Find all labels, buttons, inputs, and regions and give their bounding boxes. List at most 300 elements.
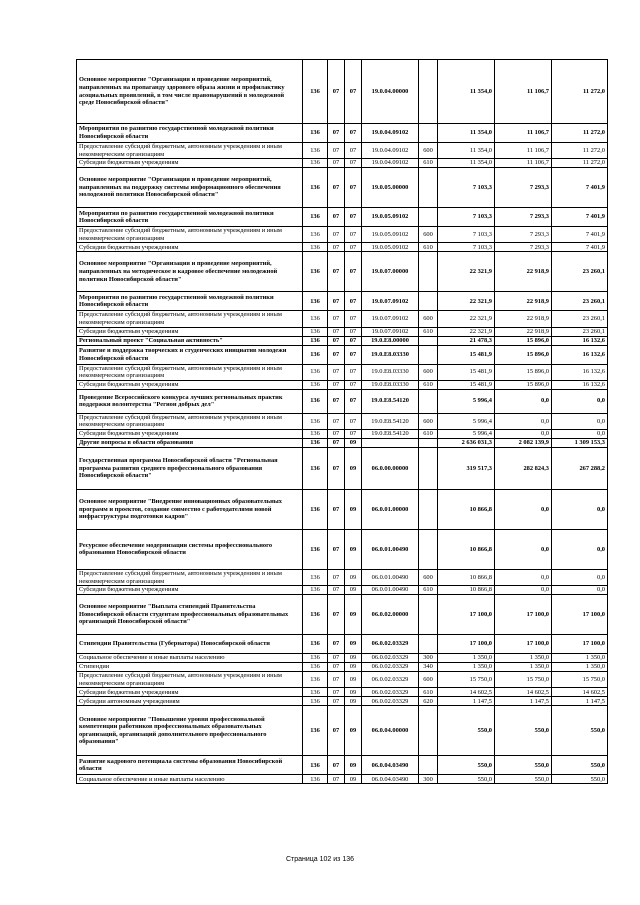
row-amount-2021: 550,0 bbox=[495, 775, 552, 784]
row-amount-2022: 0,0 bbox=[552, 413, 608, 429]
row-amount-2022: 14 602,5 bbox=[552, 688, 608, 697]
row-grbs: 136 bbox=[303, 447, 328, 489]
row-amount-2022: 7 401,9 bbox=[552, 243, 608, 252]
table-row bbox=[77, 413, 608, 429]
table-row bbox=[77, 252, 608, 292]
table-row bbox=[77, 654, 608, 663]
row-name: Субсидии бюджетным учреждениям bbox=[77, 327, 303, 336]
row-grbs: 136 bbox=[303, 635, 328, 654]
row-amount-2020: 7 103,3 bbox=[438, 243, 495, 252]
row-amount-2021: 22 918,9 bbox=[495, 327, 552, 336]
row-amount-2021: 550,0 bbox=[495, 706, 552, 756]
table-row bbox=[77, 447, 608, 489]
table-row bbox=[77, 586, 608, 595]
table-row bbox=[77, 292, 608, 311]
row-vr bbox=[419, 438, 438, 447]
row-amount-2022: 267 288,2 bbox=[552, 447, 608, 489]
row-grbs: 136 bbox=[303, 663, 328, 672]
row-grbs: 136 bbox=[303, 489, 328, 529]
row-vr bbox=[419, 60, 438, 124]
row-amount-2020: 550,0 bbox=[438, 775, 495, 784]
table-row bbox=[77, 756, 608, 775]
row-amount-2021: 0,0 bbox=[495, 413, 552, 429]
row-grbs: 136 bbox=[303, 124, 328, 143]
row-grbs: 136 bbox=[303, 389, 328, 413]
table-row bbox=[77, 208, 608, 227]
row-amount-2021: 11 106,7 bbox=[495, 143, 552, 159]
row-amount-2022: 0,0 bbox=[552, 429, 608, 438]
row-name: Основное мероприятие "Организация и проведение мероприятий, направленных на пропаганду здорового образа жизни и профилактику асоциальных проявлений, в том числе правонарушений в молодежной среде Новосибирской области" bbox=[77, 60, 303, 124]
row-vr: 610 bbox=[419, 243, 438, 252]
row-vr: 610 bbox=[419, 380, 438, 389]
row-grbs: 136 bbox=[303, 243, 328, 252]
row-rz: 07 bbox=[328, 364, 345, 380]
row-amount-2020: 1 147,5 bbox=[438, 697, 495, 706]
table-row bbox=[77, 124, 608, 143]
table-row bbox=[77, 168, 608, 208]
row-name: Предоставление субсидий бюджетным, автономным учреждениям и иным некоммерческим организациям bbox=[77, 227, 303, 243]
row-csr: 19.0.E8.03330 bbox=[362, 364, 419, 380]
table-row bbox=[77, 595, 608, 635]
table-row bbox=[77, 364, 608, 380]
row-rz: 07 bbox=[328, 143, 345, 159]
row-name: Основное мероприятие "Организация и проведение мероприятий, направленных на поддержку системы информационного обеспечения молодежной политики Новосибирской области" bbox=[77, 168, 303, 208]
row-vr: 620 bbox=[419, 697, 438, 706]
row-vr: 600 bbox=[419, 672, 438, 688]
row-amount-2022: 1 350,0 bbox=[552, 654, 608, 663]
row-amount-2021: 17 100,0 bbox=[495, 635, 552, 654]
row-amount-2020: 550,0 bbox=[438, 706, 495, 756]
row-amount-2020: 17 100,0 bbox=[438, 595, 495, 635]
row-amount-2021: 17 100,0 bbox=[495, 595, 552, 635]
row-amount-2022: 7 401,9 bbox=[552, 208, 608, 227]
row-csr: 19.0.07.09102 bbox=[362, 292, 419, 311]
row-vr bbox=[419, 252, 438, 292]
row-amount-2022: 16 132,6 bbox=[552, 380, 608, 389]
row-rz: 07 bbox=[328, 413, 345, 429]
row-amount-2020: 15 481,9 bbox=[438, 345, 495, 364]
row-grbs: 136 bbox=[303, 208, 328, 227]
row-grbs: 136 bbox=[303, 336, 328, 345]
row-amount-2022: 1 309 153,3 bbox=[552, 438, 608, 447]
row-grbs: 136 bbox=[303, 429, 328, 438]
row-amount-2022: 7 401,9 bbox=[552, 168, 608, 208]
row-pr: 07 bbox=[345, 389, 362, 413]
row-rz: 07 bbox=[328, 380, 345, 389]
row-amount-2020: 550,0 bbox=[438, 756, 495, 775]
row-amount-2020: 10 866,8 bbox=[438, 489, 495, 529]
row-csr: 06.0.02.03329 bbox=[362, 672, 419, 688]
row-pr: 09 bbox=[345, 489, 362, 529]
row-csr: 19.0.05.09102 bbox=[362, 208, 419, 227]
row-grbs: 136 bbox=[303, 595, 328, 635]
row-name: Субсидии бюджетным учреждениям bbox=[77, 380, 303, 389]
row-vr bbox=[419, 168, 438, 208]
row-grbs: 136 bbox=[303, 159, 328, 168]
row-amount-2021: 550,0 bbox=[495, 756, 552, 775]
row-csr: 19.0.05.09102 bbox=[362, 243, 419, 252]
row-amount-2021: 15 896,0 bbox=[495, 380, 552, 389]
row-amount-2022: 11 272,0 bbox=[552, 60, 608, 124]
row-grbs: 136 bbox=[303, 60, 328, 124]
row-rz: 07 bbox=[328, 663, 345, 672]
row-amount-2020: 5 996,4 bbox=[438, 429, 495, 438]
row-amount-2021: 11 106,7 bbox=[495, 60, 552, 124]
row-amount-2020: 11 354,0 bbox=[438, 124, 495, 143]
row-vr: 300 bbox=[419, 654, 438, 663]
row-pr: 07 bbox=[345, 413, 362, 429]
row-vr bbox=[419, 706, 438, 756]
row-pr: 09 bbox=[345, 654, 362, 663]
row-amount-2020: 7 103,3 bbox=[438, 168, 495, 208]
row-vr bbox=[419, 595, 438, 635]
row-vr: 610 bbox=[419, 586, 438, 595]
row-name: Субсидии бюджетным учреждениям bbox=[77, 159, 303, 168]
row-csr: 19.0.04.09102 bbox=[362, 124, 419, 143]
row-rz: 07 bbox=[328, 327, 345, 336]
row-amount-2021: 7 293,3 bbox=[495, 227, 552, 243]
table-row bbox=[77, 569, 608, 585]
row-name: Основное мероприятие "Внедрение инновационных образовательных программ и проектов, создание совместно с работодателями новой инфраструктуры подготовки кадров" bbox=[77, 489, 303, 529]
row-csr: 19.0.04.09102 bbox=[362, 159, 419, 168]
row-grbs: 136 bbox=[303, 168, 328, 208]
row-csr: 19.0.E8.54120 bbox=[362, 413, 419, 429]
row-amount-2020: 1 350,0 bbox=[438, 663, 495, 672]
row-pr: 07 bbox=[345, 311, 362, 327]
row-amount-2020: 22 321,9 bbox=[438, 292, 495, 311]
row-rz: 07 bbox=[328, 168, 345, 208]
row-grbs: 136 bbox=[303, 586, 328, 595]
row-grbs: 136 bbox=[303, 688, 328, 697]
row-pr: 09 bbox=[345, 447, 362, 489]
row-csr: 06.0.02.03329 bbox=[362, 663, 419, 672]
row-name: Предоставление субсидий бюджетным, автономным учреждениям и иным некоммерческим организациям bbox=[77, 413, 303, 429]
row-rz: 07 bbox=[328, 756, 345, 775]
row-pr: 09 bbox=[345, 529, 362, 569]
row-vr bbox=[419, 336, 438, 345]
row-csr: 19.0.E8.54120 bbox=[362, 429, 419, 438]
table-row bbox=[77, 60, 608, 124]
row-amount-2022: 16 132,6 bbox=[552, 364, 608, 380]
table-row bbox=[77, 159, 608, 168]
row-csr: 06.0.00.00000 bbox=[362, 447, 419, 489]
row-name: Предоставление субсидий бюджетным, автономным учреждениям и иным некоммерческим организациям bbox=[77, 143, 303, 159]
row-csr: 19.0.05.09102 bbox=[362, 227, 419, 243]
row-vr: 600 bbox=[419, 413, 438, 429]
table-row bbox=[77, 389, 608, 413]
row-amount-2021: 15 896,0 bbox=[495, 345, 552, 364]
row-rz: 07 bbox=[328, 438, 345, 447]
row-name: Субсидии бюджетным учреждениям bbox=[77, 429, 303, 438]
row-csr: 06.0.01.00000 bbox=[362, 489, 419, 529]
row-amount-2022: 11 272,0 bbox=[552, 143, 608, 159]
row-pr: 09 bbox=[345, 663, 362, 672]
row-pr: 07 bbox=[345, 124, 362, 143]
row-rz: 07 bbox=[328, 672, 345, 688]
row-amount-2021: 2 082 139,9 bbox=[495, 438, 552, 447]
row-vr: 610 bbox=[419, 429, 438, 438]
row-pr: 07 bbox=[345, 292, 362, 311]
row-amount-2022: 0,0 bbox=[552, 586, 608, 595]
row-grbs: 136 bbox=[303, 327, 328, 336]
row-vr bbox=[419, 389, 438, 413]
row-amount-2020: 5 996,4 bbox=[438, 389, 495, 413]
row-rz: 07 bbox=[328, 529, 345, 569]
row-amount-2021: 11 106,7 bbox=[495, 159, 552, 168]
row-pr: 07 bbox=[345, 364, 362, 380]
row-csr: 19.0.E8.03330 bbox=[362, 380, 419, 389]
row-amount-2022: 0,0 bbox=[552, 529, 608, 569]
budget-table bbox=[76, 59, 608, 784]
row-name: Мероприятия по развитию государственной молодежной политики Новосибирской области bbox=[77, 208, 303, 227]
table-row bbox=[77, 345, 608, 364]
row-name: Развитие кадрового потенциала системы образования Новосибирской области bbox=[77, 756, 303, 775]
row-pr: 09 bbox=[345, 756, 362, 775]
row-amount-2021: 11 106,7 bbox=[495, 124, 552, 143]
row-name: Социальное обеспечение и иные выплаты населению bbox=[77, 654, 303, 663]
row-grbs: 136 bbox=[303, 345, 328, 364]
row-pr: 07 bbox=[345, 243, 362, 252]
row-amount-2021: 0,0 bbox=[495, 569, 552, 585]
row-vr: 600 bbox=[419, 311, 438, 327]
row-csr: 06.0.04.00000 bbox=[362, 706, 419, 756]
row-vr bbox=[419, 489, 438, 529]
row-rz: 07 bbox=[328, 227, 345, 243]
row-csr: 19.0.07.09102 bbox=[362, 311, 419, 327]
row-pr: 07 bbox=[345, 208, 362, 227]
row-name: Государственная программа Новосибирской области "Региональная программа развития среднего профессионального образования Новосибирской области" bbox=[77, 447, 303, 489]
row-csr: 19.0.04.09102 bbox=[362, 143, 419, 159]
row-amount-2020: 22 321,9 bbox=[438, 252, 495, 292]
row-vr: 600 bbox=[419, 364, 438, 380]
row-amount-2021: 14 602,5 bbox=[495, 688, 552, 697]
row-rz: 07 bbox=[328, 159, 345, 168]
row-pr: 07 bbox=[345, 327, 362, 336]
row-pr: 09 bbox=[345, 697, 362, 706]
row-rz: 07 bbox=[328, 595, 345, 635]
row-pr: 09 bbox=[345, 438, 362, 447]
row-name: Другие вопросы в области образования bbox=[77, 438, 303, 447]
row-pr: 07 bbox=[345, 60, 362, 124]
row-amount-2020: 7 103,3 bbox=[438, 208, 495, 227]
row-amount-2021: 15 896,0 bbox=[495, 364, 552, 380]
row-name: Основное мероприятие "Выплата стипендий Правительства Новосибирской области студентам профессиональных образовательных организаций Новосибирской области" bbox=[77, 595, 303, 635]
row-csr: 19.0.05.00000 bbox=[362, 168, 419, 208]
row-name: Субсидии бюджетным учреждениям bbox=[77, 688, 303, 697]
row-rz: 07 bbox=[328, 429, 345, 438]
row-csr: 06.0.02.03329 bbox=[362, 688, 419, 697]
row-csr: 06.0.02.03329 bbox=[362, 635, 419, 654]
row-name: Основное мероприятие "Повышение уровня профессиональной компетенции работников профессиональных образовательных организаций, организаций дополнительного профессионального образования" bbox=[77, 706, 303, 756]
row-pr: 09 bbox=[345, 688, 362, 697]
row-csr: 19.0.07.00000 bbox=[362, 252, 419, 292]
row-name: Основное мероприятие "Организация и проведение мероприятий, направленных на методическое и кадровое обеспечение молодежной политики Новосибирской области" bbox=[77, 252, 303, 292]
row-amount-2021: 1 147,5 bbox=[495, 697, 552, 706]
row-vr: 610 bbox=[419, 159, 438, 168]
table-row bbox=[77, 688, 608, 697]
row-amount-2021: 282 824,3 bbox=[495, 447, 552, 489]
table-row bbox=[77, 663, 608, 672]
row-amount-2021: 22 918,9 bbox=[495, 252, 552, 292]
row-csr: 06.0.04.03490 bbox=[362, 756, 419, 775]
row-amount-2021: 15 750,0 bbox=[495, 672, 552, 688]
table-row bbox=[77, 429, 608, 438]
row-name: Мероприятия по развитию государственной молодежной политики Новосибирской области bbox=[77, 124, 303, 143]
row-amount-2020: 21 478,3 bbox=[438, 336, 495, 345]
row-grbs: 136 bbox=[303, 529, 328, 569]
row-grbs: 136 bbox=[303, 364, 328, 380]
row-amount-2022: 16 132,6 bbox=[552, 345, 608, 364]
row-amount-2021: 0,0 bbox=[495, 429, 552, 438]
row-vr: 610 bbox=[419, 327, 438, 336]
row-pr: 07 bbox=[345, 380, 362, 389]
row-amount-2022: 0,0 bbox=[552, 569, 608, 585]
row-rz: 07 bbox=[328, 586, 345, 595]
row-grbs: 136 bbox=[303, 569, 328, 585]
row-vr bbox=[419, 756, 438, 775]
row-vr: 600 bbox=[419, 227, 438, 243]
row-amount-2021: 0,0 bbox=[495, 586, 552, 595]
row-csr: 19.0.E8.54120 bbox=[362, 389, 419, 413]
row-amount-2022: 17 100,0 bbox=[552, 635, 608, 654]
row-amount-2020: 11 354,0 bbox=[438, 143, 495, 159]
row-amount-2022: 11 272,0 bbox=[552, 124, 608, 143]
row-grbs: 136 bbox=[303, 706, 328, 756]
row-amount-2021: 7 293,3 bbox=[495, 243, 552, 252]
row-amount-2020: 10 866,8 bbox=[438, 529, 495, 569]
row-rz: 07 bbox=[328, 489, 345, 529]
row-pr: 09 bbox=[345, 635, 362, 654]
row-name: Субсидии бюджетным учреждениям bbox=[77, 586, 303, 595]
row-rz: 07 bbox=[328, 292, 345, 311]
row-amount-2022: 550,0 bbox=[552, 756, 608, 775]
row-csr: 06.0.01.00490 bbox=[362, 569, 419, 585]
row-pr: 09 bbox=[345, 586, 362, 595]
row-pr: 07 bbox=[345, 345, 362, 364]
row-grbs: 136 bbox=[303, 672, 328, 688]
row-grbs: 136 bbox=[303, 252, 328, 292]
row-rz: 07 bbox=[328, 311, 345, 327]
table-row bbox=[77, 336, 608, 345]
row-amount-2020: 22 321,9 bbox=[438, 311, 495, 327]
row-amount-2021: 7 293,3 bbox=[495, 168, 552, 208]
table-row bbox=[77, 243, 608, 252]
row-vr: 300 bbox=[419, 775, 438, 784]
row-vr bbox=[419, 529, 438, 569]
table-row bbox=[77, 438, 608, 447]
row-pr: 09 bbox=[345, 569, 362, 585]
row-name: Проведение Всероссийского конкурса лучших региональных практик поддержки волонтерства "Регион добрых дел" bbox=[77, 389, 303, 413]
row-csr: 19.0.E8.03330 bbox=[362, 345, 419, 364]
row-pr: 07 bbox=[345, 168, 362, 208]
row-rz: 07 bbox=[328, 706, 345, 756]
table-row bbox=[77, 327, 608, 336]
row-rz: 07 bbox=[328, 243, 345, 252]
row-name: Субсидии бюджетным учреждениям bbox=[77, 243, 303, 252]
row-amount-2020: 15 750,0 bbox=[438, 672, 495, 688]
row-rz: 07 bbox=[328, 345, 345, 364]
row-amount-2020: 15 481,9 bbox=[438, 364, 495, 380]
row-name: Развитие и поддержка творческих и студенческих инициатив молодежи Новосибирской области bbox=[77, 345, 303, 364]
row-grbs: 136 bbox=[303, 143, 328, 159]
row-grbs: 136 bbox=[303, 654, 328, 663]
table-row bbox=[77, 635, 608, 654]
table-row bbox=[77, 380, 608, 389]
row-amount-2021: 0,0 bbox=[495, 489, 552, 529]
row-pr: 09 bbox=[345, 775, 362, 784]
row-vr bbox=[419, 447, 438, 489]
row-pr: 07 bbox=[345, 429, 362, 438]
row-amount-2021: 22 918,9 bbox=[495, 292, 552, 311]
row-csr: 06.0.01.00490 bbox=[362, 529, 419, 569]
row-amount-2020: 2 636 031,3 bbox=[438, 438, 495, 447]
row-amount-2022: 1 147,5 bbox=[552, 697, 608, 706]
row-amount-2022: 7 401,9 bbox=[552, 227, 608, 243]
row-name: Ресурсное обеспечение модернизации системы профессионального образования Новосибирской области bbox=[77, 529, 303, 569]
row-amount-2020: 7 103,3 bbox=[438, 227, 495, 243]
table-row bbox=[77, 529, 608, 569]
row-rz: 07 bbox=[328, 569, 345, 585]
row-amount-2020: 14 602,5 bbox=[438, 688, 495, 697]
table-row bbox=[77, 775, 608, 784]
row-csr: 06.0.02.03329 bbox=[362, 654, 419, 663]
row-vr bbox=[419, 124, 438, 143]
row-rz: 07 bbox=[328, 389, 345, 413]
row-pr: 09 bbox=[345, 595, 362, 635]
row-grbs: 136 bbox=[303, 756, 328, 775]
row-vr bbox=[419, 292, 438, 311]
row-rz: 07 bbox=[328, 697, 345, 706]
row-vr: 340 bbox=[419, 663, 438, 672]
row-name: Предоставление субсидий бюджетным, автономным учреждениям и иным некоммерческим организациям bbox=[77, 364, 303, 380]
row-rz: 07 bbox=[328, 336, 345, 345]
row-amount-2022: 23 260,1 bbox=[552, 252, 608, 292]
row-grbs: 136 bbox=[303, 380, 328, 389]
row-rz: 07 bbox=[328, 654, 345, 663]
row-rz: 07 bbox=[328, 775, 345, 784]
row-amount-2022: 0,0 bbox=[552, 389, 608, 413]
row-csr bbox=[362, 438, 419, 447]
row-pr: 09 bbox=[345, 672, 362, 688]
row-vr: 610 bbox=[419, 688, 438, 697]
row-csr: 19.0.04.00000 bbox=[362, 60, 419, 124]
row-amount-2021: 0,0 bbox=[495, 389, 552, 413]
row-grbs: 136 bbox=[303, 697, 328, 706]
row-grbs: 136 bbox=[303, 227, 328, 243]
row-amount-2020: 1 350,0 bbox=[438, 654, 495, 663]
row-pr: 09 bbox=[345, 706, 362, 756]
row-amount-2020: 5 996,4 bbox=[438, 413, 495, 429]
row-rz: 07 bbox=[328, 447, 345, 489]
row-grbs: 136 bbox=[303, 413, 328, 429]
table-row bbox=[77, 311, 608, 327]
row-name: Стипендии bbox=[77, 663, 303, 672]
row-name: Социальное обеспечение и иные выплаты населению bbox=[77, 775, 303, 784]
row-csr: 06.0.02.00000 bbox=[362, 595, 419, 635]
row-amount-2022: 11 272,0 bbox=[552, 159, 608, 168]
table-row bbox=[77, 489, 608, 529]
row-amount-2021: 0,0 bbox=[495, 529, 552, 569]
row-amount-2022: 23 260,1 bbox=[552, 311, 608, 327]
row-name: Предоставление субсидий бюджетным, автономным учреждениям и иным некоммерческим организациям bbox=[77, 569, 303, 585]
row-grbs: 136 bbox=[303, 438, 328, 447]
table-row bbox=[77, 706, 608, 756]
row-vr bbox=[419, 635, 438, 654]
row-name: Стипендии Правительства (Губернатора) Новосибирской области bbox=[77, 635, 303, 654]
row-amount-2020: 10 866,8 bbox=[438, 569, 495, 585]
row-name: Региональный проект "Социальная активность" bbox=[77, 336, 303, 345]
row-rz: 07 bbox=[328, 208, 345, 227]
